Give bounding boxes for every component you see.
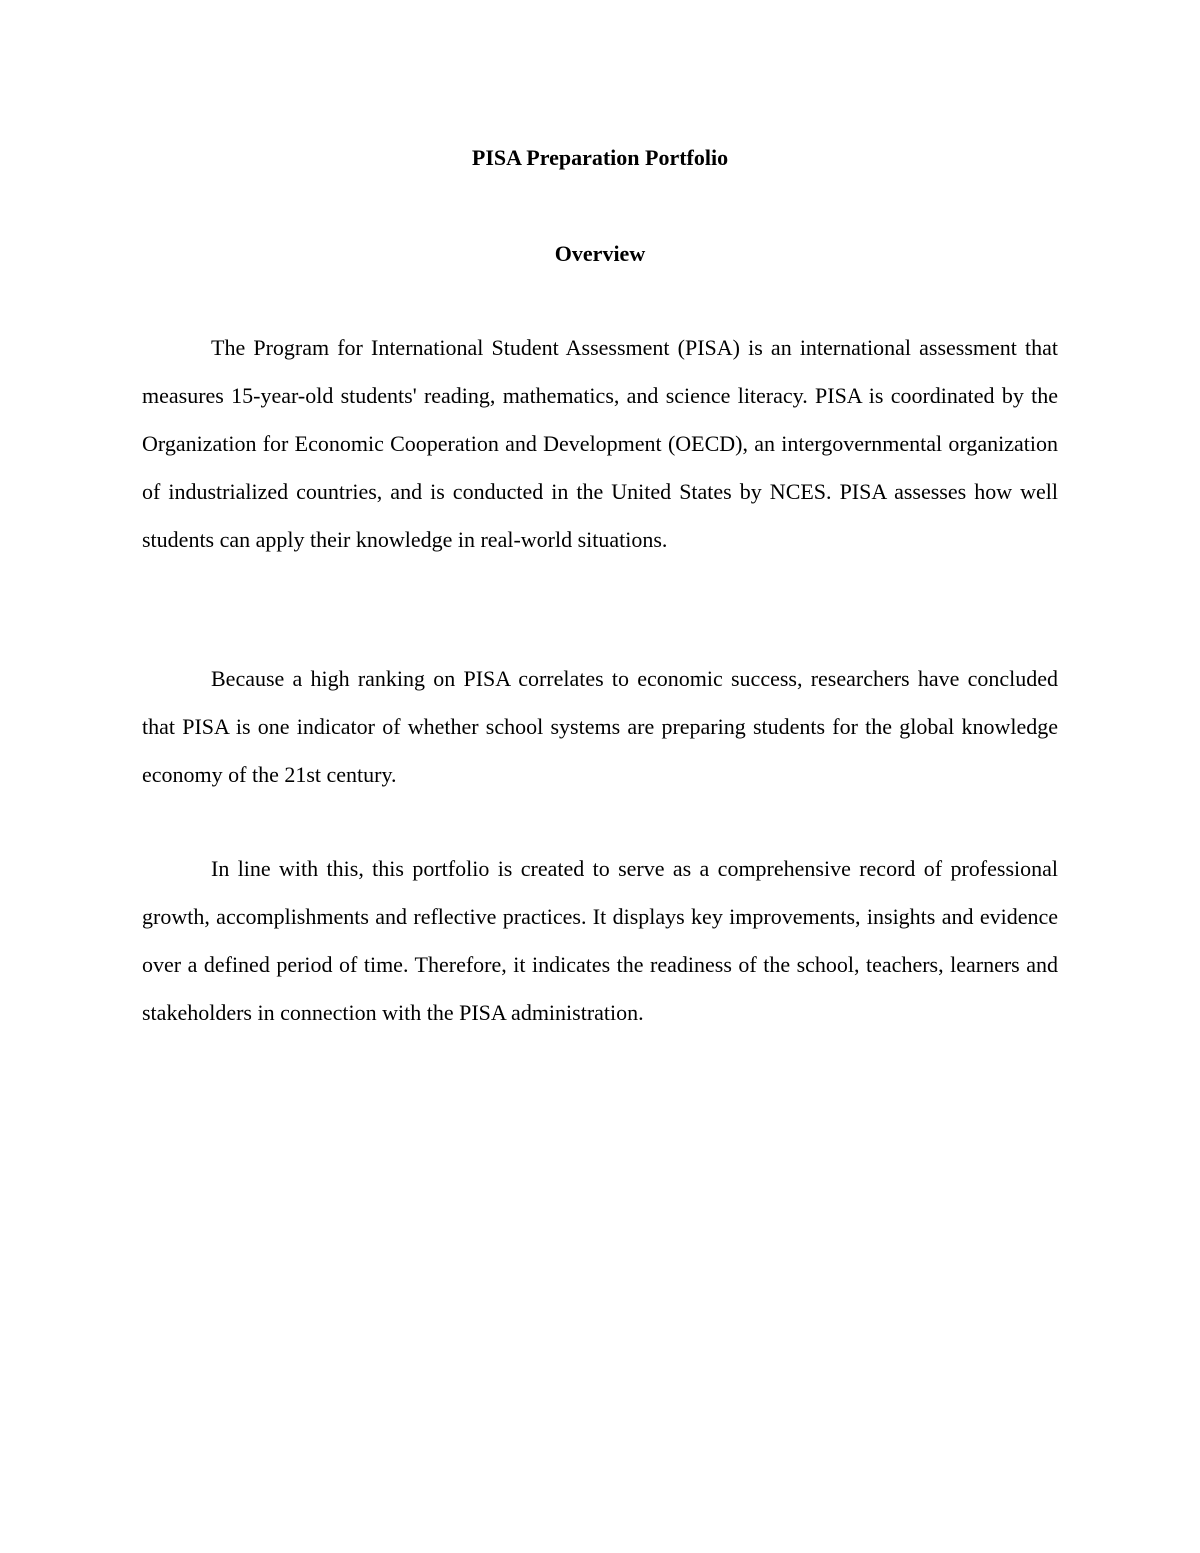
paragraph-pisa-ranking: Because a high ranking on PISA correlates to economic success, researchers have concluded that PISA is one indicator of whether school systems are preparing students for the global knowledge economy of the 21st century. xyxy=(142,666,1058,787)
paragraph-portfolio-purpose: In line with this, this portfolio is created to serve as a comprehensive record of professional growth, accomplishments and reflective practices. It displays key improvements, insights and evidence over a defined period of time. Therefore, it indicates the readiness of the school, teachers, learners and stakeholders in connection with the PISA administration. xyxy=(142,856,1058,1025)
document-title: PISA Preparation Portfolio xyxy=(471,145,729,170)
paragraph-pisa-description: The Program for International Student Assessment (PISA) is an international assessment that measures 15-year-old students' reading, mathematics, and science literacy. PISA is coordinated by the Organization for Economic Cooperation and Development (OECD), an intergovernmental organization of industrialized countries, and is conducted in the United States by NCES. PISA assesses how well students can apply their knowledge in real-world situations. xyxy=(142,335,1058,552)
section-heading-overview: Overview xyxy=(554,241,646,266)
